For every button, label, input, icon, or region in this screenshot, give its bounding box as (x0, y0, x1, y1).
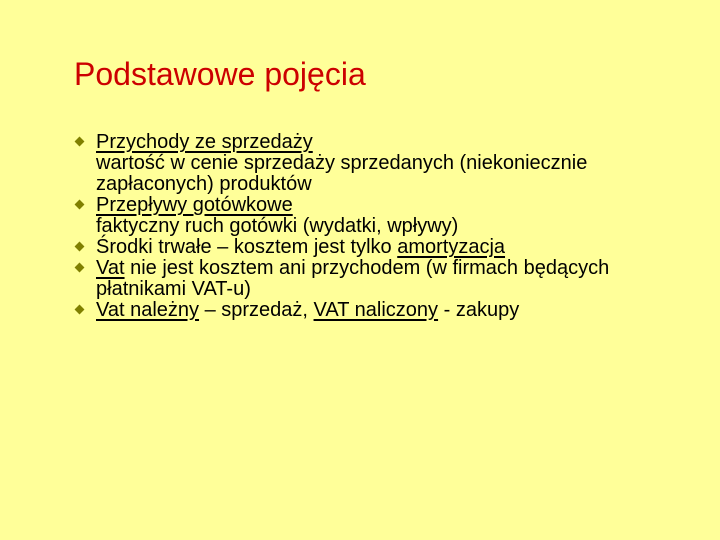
bullet-text-vat: nie jest kosztem ani przychodem (w firmach będących płatnikami VAT-u) (96, 257, 610, 300)
slide-title: Podstawowe pojęcia (74, 56, 366, 92)
diamond-bullet-icon (75, 242, 85, 252)
bullet-item-fixed-assets (72, 237, 672, 258)
vat-link[interactable]: Vat (96, 257, 125, 279)
bullet-item-vat-types (72, 300, 672, 321)
bullet-item-revenue (72, 132, 672, 195)
bullet-text-vat-input: - zakupy (438, 299, 520, 321)
diamond-bullet-icon (75, 137, 85, 147)
bullet-list (72, 132, 672, 321)
bullet-heading-cashflow: Przepływy gotówkowe (96, 194, 293, 216)
bullet-item-vat (72, 258, 672, 300)
bullet-text-fixed-assets: Środki trwałe – kosztem jest tylko (96, 236, 398, 258)
diamond-bullet-icon (75, 305, 85, 315)
bullet-text-vat-due: – sprzedaż, (199, 299, 314, 321)
diamond-bullet-icon (75, 200, 85, 210)
bullet-text-revenue: wartość w cenie sprzedaży sprzedanych (niekoniecznie zapłaconych) produktów (96, 152, 588, 195)
diamond-bullet-icon (75, 263, 85, 273)
vat-input-link[interactable]: VAT naliczony (313, 299, 439, 321)
amortization-link[interactable]: amortyzacja (397, 236, 506, 258)
bullet-text-cashflow: faktyczny ruch gotówki (wydatki, wpływy) (96, 215, 459, 237)
vat-due-link[interactable]: Vat należny (96, 299, 200, 321)
bullet-item-cashflow (72, 195, 672, 237)
bullet-heading-revenue: Przychody ze sprzedaży (96, 131, 313, 153)
